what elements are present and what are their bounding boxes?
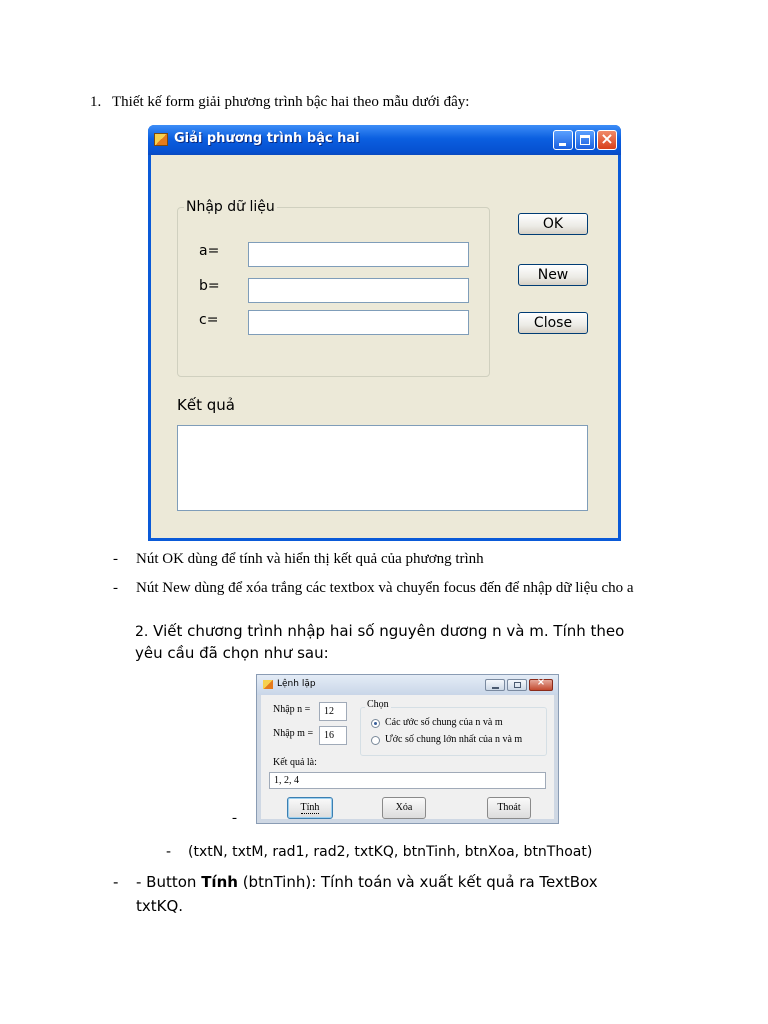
window2-title: Lệnh lặp — [277, 679, 316, 689]
kq-label: Kết quả là: — [273, 757, 317, 768]
result-box[interactable] — [177, 425, 588, 511]
controls-text: (txtN, txtM, rad1, rad2, txtKQ, btnTinh, btnXoa, btnThoat) — [188, 844, 593, 860]
maximize-icon[interactable] — [575, 130, 595, 150]
m-label: Nhập m = — [273, 728, 314, 739]
result-label: Kết quả — [177, 396, 235, 414]
xoa-button[interactable]: Xóa — [382, 797, 426, 819]
input-b[interactable] — [248, 278, 469, 303]
final-bold: Tính — [201, 873, 238, 891]
loop-form-window — [256, 674, 559, 824]
m-input[interactable]: 16 — [319, 726, 347, 745]
choice-groupbox — [360, 707, 547, 756]
item2-text-line1: Viết chương trình nhập hai số nguyên dương n và m. Tính theo — [153, 622, 625, 640]
window1-client — [151, 155, 618, 538]
item1-number: 1. — [90, 94, 102, 110]
quadratic-form-window — [148, 125, 621, 541]
app-icon — [263, 680, 273, 689]
app-icon — [154, 133, 168, 146]
window2-client — [261, 695, 554, 819]
bullet-dash-1: - — [113, 551, 118, 567]
radio2[interactable] — [371, 736, 380, 745]
label-c: c= — [199, 312, 219, 328]
dash-after-image: - — [232, 810, 237, 826]
close-icon[interactable]: × — [597, 130, 617, 150]
maximize-icon[interactable] — [507, 679, 527, 691]
final-dash: - — [113, 873, 119, 891]
window2-titlebar[interactable] — [257, 675, 558, 695]
input-a[interactable] — [248, 242, 469, 267]
bullet-dash-2: - — [113, 580, 118, 596]
item2-line1 — [135, 622, 624, 640]
radio2-label[interactable]: Ước số chung lớn nhất của n và m — [385, 734, 523, 745]
item1-text: Thiết kế form giải phương trình bậc hai theo mẫu dưới đây: — [112, 94, 470, 110]
ok-button[interactable]: OK — [518, 213, 588, 235]
minimize-icon[interactable] — [485, 679, 505, 691]
n-input[interactable]: 12 — [319, 702, 347, 721]
n-label: Nhập n = — [273, 704, 311, 715]
item2-number: 2. — [135, 624, 149, 640]
minimize-icon[interactable] — [553, 130, 573, 150]
radio1-label[interactable]: Các ước số chung của n và m — [385, 717, 503, 728]
label-a: a= — [199, 243, 220, 259]
item2-line2: yêu cầu đã chọn như sau: — [135, 644, 329, 662]
radio1[interactable] — [371, 719, 380, 728]
final-line2: txtKQ. — [136, 897, 184, 915]
new-button[interactable]: New — [518, 264, 588, 286]
kq-input[interactable]: 1, 2, 4 — [269, 772, 546, 789]
bullet-text-2: Nút New dùng để xóa trắng các textbox và chuyển focus đến để nhập dữ liệu cho a — [136, 580, 634, 596]
window1-titlebar[interactable] — [148, 125, 621, 155]
input-c[interactable] — [248, 310, 469, 335]
label-b: b= — [199, 278, 220, 294]
input-groupbox-label: Nhập dữ liệu — [186, 199, 275, 215]
controls-dash: - — [166, 844, 172, 860]
window1-title: Giải phương trình bậc hai — [174, 131, 360, 146]
close-icon[interactable]: × — [529, 679, 553, 691]
final-line1: - Button Tính (btnTinh): Tính toán và xuất kết quả ra TextBox — [136, 873, 598, 891]
choice-groupbox-label: Chọn — [367, 699, 389, 710]
tinh-button[interactable]: Tính — [287, 797, 333, 819]
close-button[interactable]: Close — [518, 312, 588, 334]
thoat-button[interactable]: Thoát — [487, 797, 531, 819]
bullet-text-1: Nút OK dùng để tính và hiển thị kết quả của phương trình — [136, 551, 484, 567]
